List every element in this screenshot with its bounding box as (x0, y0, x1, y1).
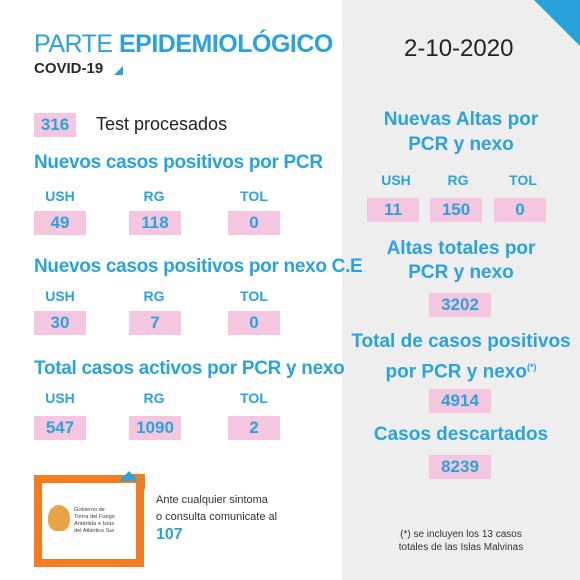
logo-line: del Atlántico Sur (74, 528, 115, 534)
pcr-value-rg: 118 (129, 211, 181, 235)
pos-total-title-1: Total de casos positivos (351, 331, 571, 352)
altas-new-title-1: Nuevas Altas por (383, 109, 539, 130)
descartados-value: 8239 (429, 455, 491, 479)
active-col-ush: USH (45, 390, 75, 406)
nexo-col-tol: TOL (240, 288, 268, 304)
contact-phone[interactable]: 107 (156, 526, 183, 543)
footnote (342, 528, 580, 554)
nexo-value-ush: 30 (34, 311, 86, 335)
corner-triangle-icon (534, 0, 580, 46)
active-value-rg: 1090 (129, 416, 181, 440)
right-panel (342, 0, 580, 580)
active-value-ush: 547 (34, 416, 86, 440)
contact-text (156, 492, 277, 526)
active-col-tol: TOL (240, 390, 268, 406)
logo-inner (42, 483, 136, 559)
nexo-value-tol: 0 (228, 311, 280, 335)
descartados-title: Casos descartados (373, 424, 549, 445)
footnote-line-2: totales de las Islas Malvinas (398, 542, 524, 553)
page-title (34, 30, 333, 59)
altas-total-title-2: PCR y nexo (408, 262, 514, 283)
title-light: PARTE (34, 30, 113, 58)
altas-value-ush: 11 (367, 198, 419, 222)
coat-of-arms-icon (48, 505, 70, 531)
pos-total-title-2 (342, 355, 580, 384)
logo-text (74, 507, 134, 535)
pcr-new-title: Nuevos casos positivos por PCR (34, 152, 323, 173)
active-title: Total casos activos por PCR y nexo (34, 358, 345, 379)
pcr-value-ush: 49 (34, 211, 86, 235)
tests-value: 316 (34, 113, 76, 137)
footnote-line-1: (*) se incluyen los 13 casos (400, 529, 522, 540)
pos-total-title-2-text: por PCR y nexo (385, 361, 527, 383)
altas-total-value: 3202 (429, 293, 491, 317)
triangle-accent-icon (114, 66, 123, 75)
tests-label: Test procesados (96, 114, 228, 134)
altas-col-tol: TOL (509, 172, 537, 188)
altas-value-rg: 150 (430, 198, 482, 222)
pcr-col-rg: RG (143, 188, 165, 204)
contact-line-1: Ante cualquier sintoma (156, 494, 268, 506)
nexo-value-rg: 7 (129, 311, 181, 335)
report-date: 2-10-2020 (404, 35, 514, 62)
contact-line-2: o consulta comunicate al (156, 511, 278, 523)
nexo-col-rg: RG (143, 288, 165, 304)
altas-total-title-1: Altas totales por (386, 238, 536, 259)
page-subtitle: COVID-19 (34, 60, 104, 77)
active-value-tol: 2 (228, 416, 280, 440)
pos-total-note: (*) (526, 362, 537, 372)
pos-total-value: 4914 (429, 389, 491, 413)
altas-new-title-2: PCR y nexo (408, 134, 514, 155)
altas-col-ush: USH (381, 172, 411, 188)
active-col-rg: RG (143, 390, 165, 406)
altas-col-rg: RG (447, 172, 469, 188)
logo-line: Gobierno de (74, 507, 105, 513)
pcr-col-tol: TOL (240, 188, 268, 204)
pcr-value-tol: 0 (228, 211, 280, 235)
logo-line: Tierra del Fuego (74, 514, 115, 520)
title-bold: EPIDEMIOLÓGICO (119, 30, 333, 58)
altas-value-tol: 0 (494, 198, 546, 222)
nexo-new-title: Nuevos casos positivos por nexo C.E (34, 256, 363, 277)
pcr-col-ush: USH (45, 188, 75, 204)
nexo-col-ush: USH (45, 288, 75, 304)
logo-line: Antártida e Islas (74, 521, 115, 527)
